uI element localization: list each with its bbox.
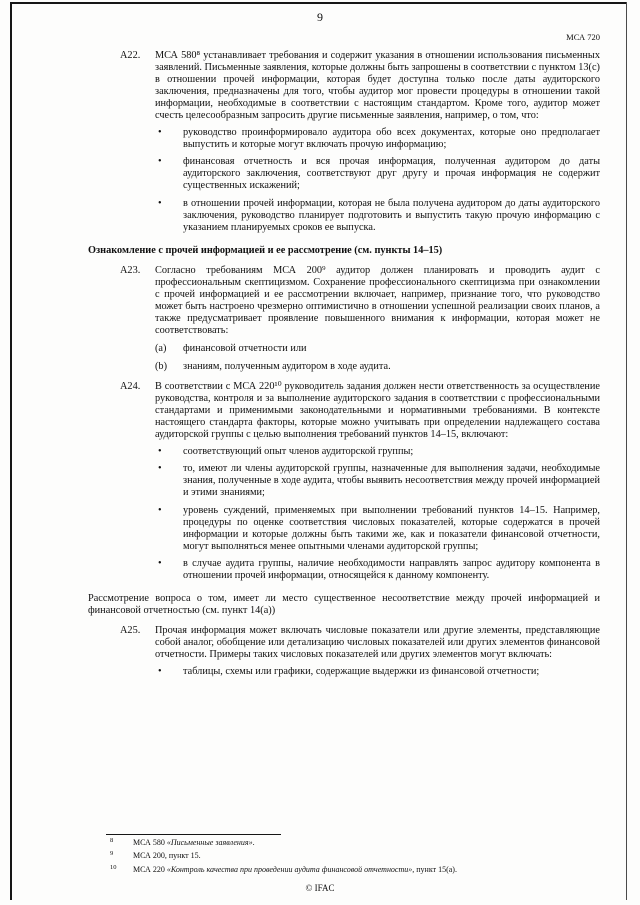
scan-border-top xyxy=(10,2,626,4)
footnote xyxy=(88,838,600,848)
bullet-text: в случае аудита группы, наличие необходимости направлять запрос аудитору компонента в отношении прочей информации, относящейся к данному компоненту. xyxy=(183,557,600,581)
bullet-icon: • xyxy=(158,197,162,209)
scan-border-left xyxy=(10,2,12,900)
bullet-text: финансовая отчетность и вся прочая информация, полученная аудитором до даты аудиторского заключения, соответствуют друг другу и прочая информация не содержит существенных искажений; xyxy=(183,156,600,192)
paragraph-a23 xyxy=(88,265,600,337)
paragraph-a24 xyxy=(88,381,600,441)
list-item-a xyxy=(88,343,600,355)
bullet-item xyxy=(88,156,600,192)
footnote-text: МСА 580 xyxy=(133,837,167,847)
paragraph-label: A25. xyxy=(120,624,141,636)
bullet-text: соответствующий опыт членов аудиторской группы; xyxy=(183,446,414,458)
footnote xyxy=(88,865,600,875)
paragraph-label: A22. xyxy=(120,50,141,61)
footnote-text: МСА 200, пункт 15. xyxy=(133,851,201,861)
paragraph-text: Прочая информация может включать числовые показатели или другие элементы, представляющие собой аналог, обобщение или детализацию числовых показателей или других элементов финансовой отчетности. Примеры таких числовых показателей или других элементов могут включать: xyxy=(155,624,600,660)
page-footer: © IFAC xyxy=(305,883,335,893)
bullet-item xyxy=(88,505,600,553)
footnote-separator xyxy=(106,834,281,835)
paragraph-label: A24. xyxy=(120,381,141,393)
footnote-standard-title: «Письменные заявления» xyxy=(166,837,253,847)
page-number: 9 xyxy=(317,10,323,24)
bullet-icon: • xyxy=(158,446,162,458)
paragraph-label: A23. xyxy=(120,264,141,276)
paragraph-a22 xyxy=(88,50,600,122)
bullet-item xyxy=(88,558,600,582)
list-item-label: (b) xyxy=(155,361,168,373)
footnote-marker: 9 xyxy=(110,850,114,858)
bullet-icon: • xyxy=(158,666,162,678)
bullet-text: в отношении прочей информации, которая не была получена аудитором до даты аудиторского заключения, руководство планирует подготовить и выпустить такую прочую информацию с указанием планируемых сроков ее выпуска. xyxy=(183,197,600,233)
bullet-icon: • xyxy=(158,557,162,569)
paragraph-text: МСА 580⁸ устанавливает требования и содержит указания в отношении использования письменных заявлений. Письменные заявления, которые должны быть запрошены в соответствии с пунктом 13(с) в отношении прочей информации, которая будет доступна только после даты аудиторского заключения, предназначены для того, чтобы аудитор мог провести процедуры в отношении такой информации, необходимые в соответствии с настоящим стандартом. Кроме того, аудитор может счесть целесообразным запросить другие письменные заявления, например, о том, что: xyxy=(155,50,600,122)
paragraph-text: В соответствии с МСА 220¹⁰ руководитель задания должен нести ответственность за осуществление руководства, контроля и за выполнение аудиторского задания в соответствии с профессиональными стандартами и применимыми законодательными и нормативными требованиями. В контексте настоящего стандарта факторы, которые можно учитывать при определении надлежащего состава аудиторской группы с целью выполнения требований пунктов 14–15, включают: xyxy=(155,381,600,441)
page-content xyxy=(88,25,600,875)
list-item-text: знаниям, полученным аудитором в ходе аудита. xyxy=(183,361,391,373)
footnote-text: МСА 220 xyxy=(133,864,167,874)
paragraph-a25 xyxy=(88,625,600,661)
bullet-item xyxy=(88,463,600,499)
subsection-heading: Рассмотрение вопроса о том, имеет ли место существенное несоответствие между прочей информацией и финансовой отчетностью (см. пункт 14(а)) xyxy=(88,592,600,616)
bullet-item xyxy=(88,127,600,151)
bullet-text: таблицы, схемы или графики, содержащие выдержки из финансовой отчетности; xyxy=(183,666,540,678)
bullet-icon: • xyxy=(158,127,162,139)
footnote-marker: 10 xyxy=(110,863,117,871)
footnote xyxy=(88,851,600,861)
bullet-icon: • xyxy=(158,156,162,168)
list-item-label: (a) xyxy=(155,342,167,354)
footnote-marker: 8 xyxy=(110,836,114,844)
bullet-text: уровень суждений, применяемых при выполнении требований пунктов 14–15. Например, процедуры по оценке соответствия числовых показателей, которые содержатся в прочей информации и которые должны быть такими же, как и показатели финансовой отчетности, могут выполняться менее опытными членами аудиторской группы; xyxy=(183,504,600,552)
list-item-b xyxy=(88,361,600,373)
list-item-text: финансовой отчетности или xyxy=(183,342,307,354)
section-heading: Ознакомление с прочей информацией и ее рассмотрение (см. пункты 14–15) xyxy=(88,244,443,256)
footnote-standard-title: «Контроль качества при проведении аудита финансовой отчетности» xyxy=(166,864,413,874)
bullet-icon: • xyxy=(158,504,162,516)
bullet-item xyxy=(88,666,600,678)
footnotes-section xyxy=(88,822,600,875)
bullet-text: руководство проинформировало аудитора обо всех документах, которые оно предполагает выпустить и которые могут включать прочую информацию; xyxy=(183,127,600,151)
paragraph-text: Согласно требованиям МСА 200⁹ аудитор должен планировать и проводить аудит с профессиональным скептицизмом. Сохранение профессионального скептицизма при ознакомлении с прочей информацией и ее рассмотрении включает, например, признание того, что руководство может быть настроено чрезмерно оптимистично в отношении успешной реализации своих планов, а также предусматривает проявление повышенного внимания к информации, которая может не соответствовать: xyxy=(155,264,600,336)
bullet-item xyxy=(88,446,600,458)
doc-code-header: МСА 720 xyxy=(566,32,600,42)
bullet-text: то, имеют ли члены аудиторской группы, назначенные для выполнения задачи, необходимые знания, полученные в ходе аудита, чтобы выявить несоответствия между прочей информацией и этими знаниями; xyxy=(183,463,600,499)
bullet-item xyxy=(88,198,600,234)
footnote-text: , пункт 15(а). xyxy=(412,864,457,874)
bullet-icon: • xyxy=(158,463,162,475)
footnote-text: . xyxy=(252,837,255,847)
scan-border-right xyxy=(626,2,627,900)
